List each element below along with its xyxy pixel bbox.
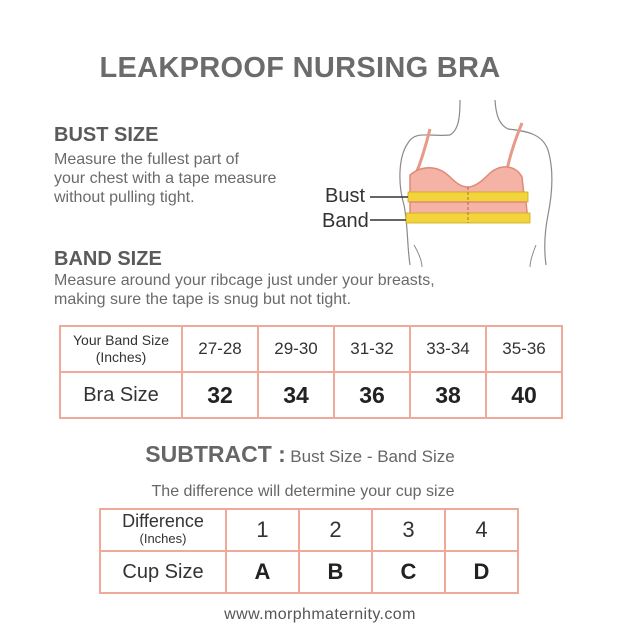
bra-size-cell: 40 xyxy=(486,372,562,418)
bra-size-header-cell: Bra Size xyxy=(60,372,182,418)
bust-instruction-line: Measure the fullest part of xyxy=(54,151,239,168)
difference-cell: 1 xyxy=(226,509,299,551)
difference-cell: 4 xyxy=(445,509,518,551)
difference-header-label: Difference xyxy=(122,511,204,531)
bra-illustration xyxy=(310,95,570,270)
band-size-cell: 29-30 xyxy=(258,326,334,372)
neck-outline xyxy=(495,100,508,129)
band-size-table xyxy=(59,325,563,419)
band-size-instructions xyxy=(54,271,435,309)
cup-size-table xyxy=(99,508,519,594)
bra-size-cell: 38 xyxy=(410,372,486,418)
bra-size-cell: 36 xyxy=(334,372,410,418)
table-row xyxy=(100,551,518,593)
difference-header-unit: (Inches) xyxy=(139,531,187,546)
band-size-header-cell xyxy=(60,326,182,372)
arm-outline xyxy=(530,245,536,267)
bust-instruction-line: without pulling tight. xyxy=(54,189,195,206)
subtract-text: Bust Size - Band Size xyxy=(290,447,455,466)
bra-cups xyxy=(410,167,524,195)
band-instruction-line: making sure the tape is snug but not tight. xyxy=(54,291,352,308)
subtract-formula xyxy=(0,441,600,468)
neck-outline xyxy=(450,100,460,135)
band-size-heading: BAND SIZE xyxy=(54,248,162,270)
arm-outline xyxy=(414,245,422,267)
band-label: Band xyxy=(322,210,369,232)
cup-size-cell: A xyxy=(226,551,299,593)
bust-instruction-line: your chest with a tape measure xyxy=(54,170,277,187)
difference-note: The difference will determine your cup size xyxy=(151,483,455,500)
cup-size-cell: B xyxy=(299,551,372,593)
band-size-cell: 35-36 xyxy=(486,326,562,372)
cup-size-cell: C xyxy=(372,551,445,593)
page-title: LEAKPROOF NURSING BRA xyxy=(99,52,501,84)
bra-size-cell: 34 xyxy=(258,372,334,418)
difference-header-cell xyxy=(100,509,226,551)
bust-size-heading: BUST SIZE xyxy=(54,124,159,146)
subtract-heading: SUBTRACT : xyxy=(145,441,286,467)
difference-cell: 2 xyxy=(299,509,372,551)
bra-size-cell: 32 xyxy=(182,372,258,418)
table-row xyxy=(100,509,518,551)
band-size-header-unit: (Inches) xyxy=(95,349,147,365)
table-row xyxy=(60,326,562,372)
cup-size-header-cell: Cup Size xyxy=(100,551,226,593)
band-size-cell: 27-28 xyxy=(182,326,258,372)
bust-size-instructions xyxy=(54,150,276,207)
band-instruction-line: Measure around your ribcage just under your breasts, xyxy=(54,272,435,289)
website-url: www.morphmaternity.com xyxy=(224,606,416,623)
band-size-cell: 33-34 xyxy=(410,326,486,372)
band-size-header-label: Your Band Size xyxy=(73,332,169,348)
band-size-cell: 31-32 xyxy=(334,326,410,372)
table-row xyxy=(60,372,562,418)
bust-label: Bust xyxy=(325,185,366,207)
difference-cell: 3 xyxy=(372,509,445,551)
cup-size-cell: D xyxy=(445,551,518,593)
